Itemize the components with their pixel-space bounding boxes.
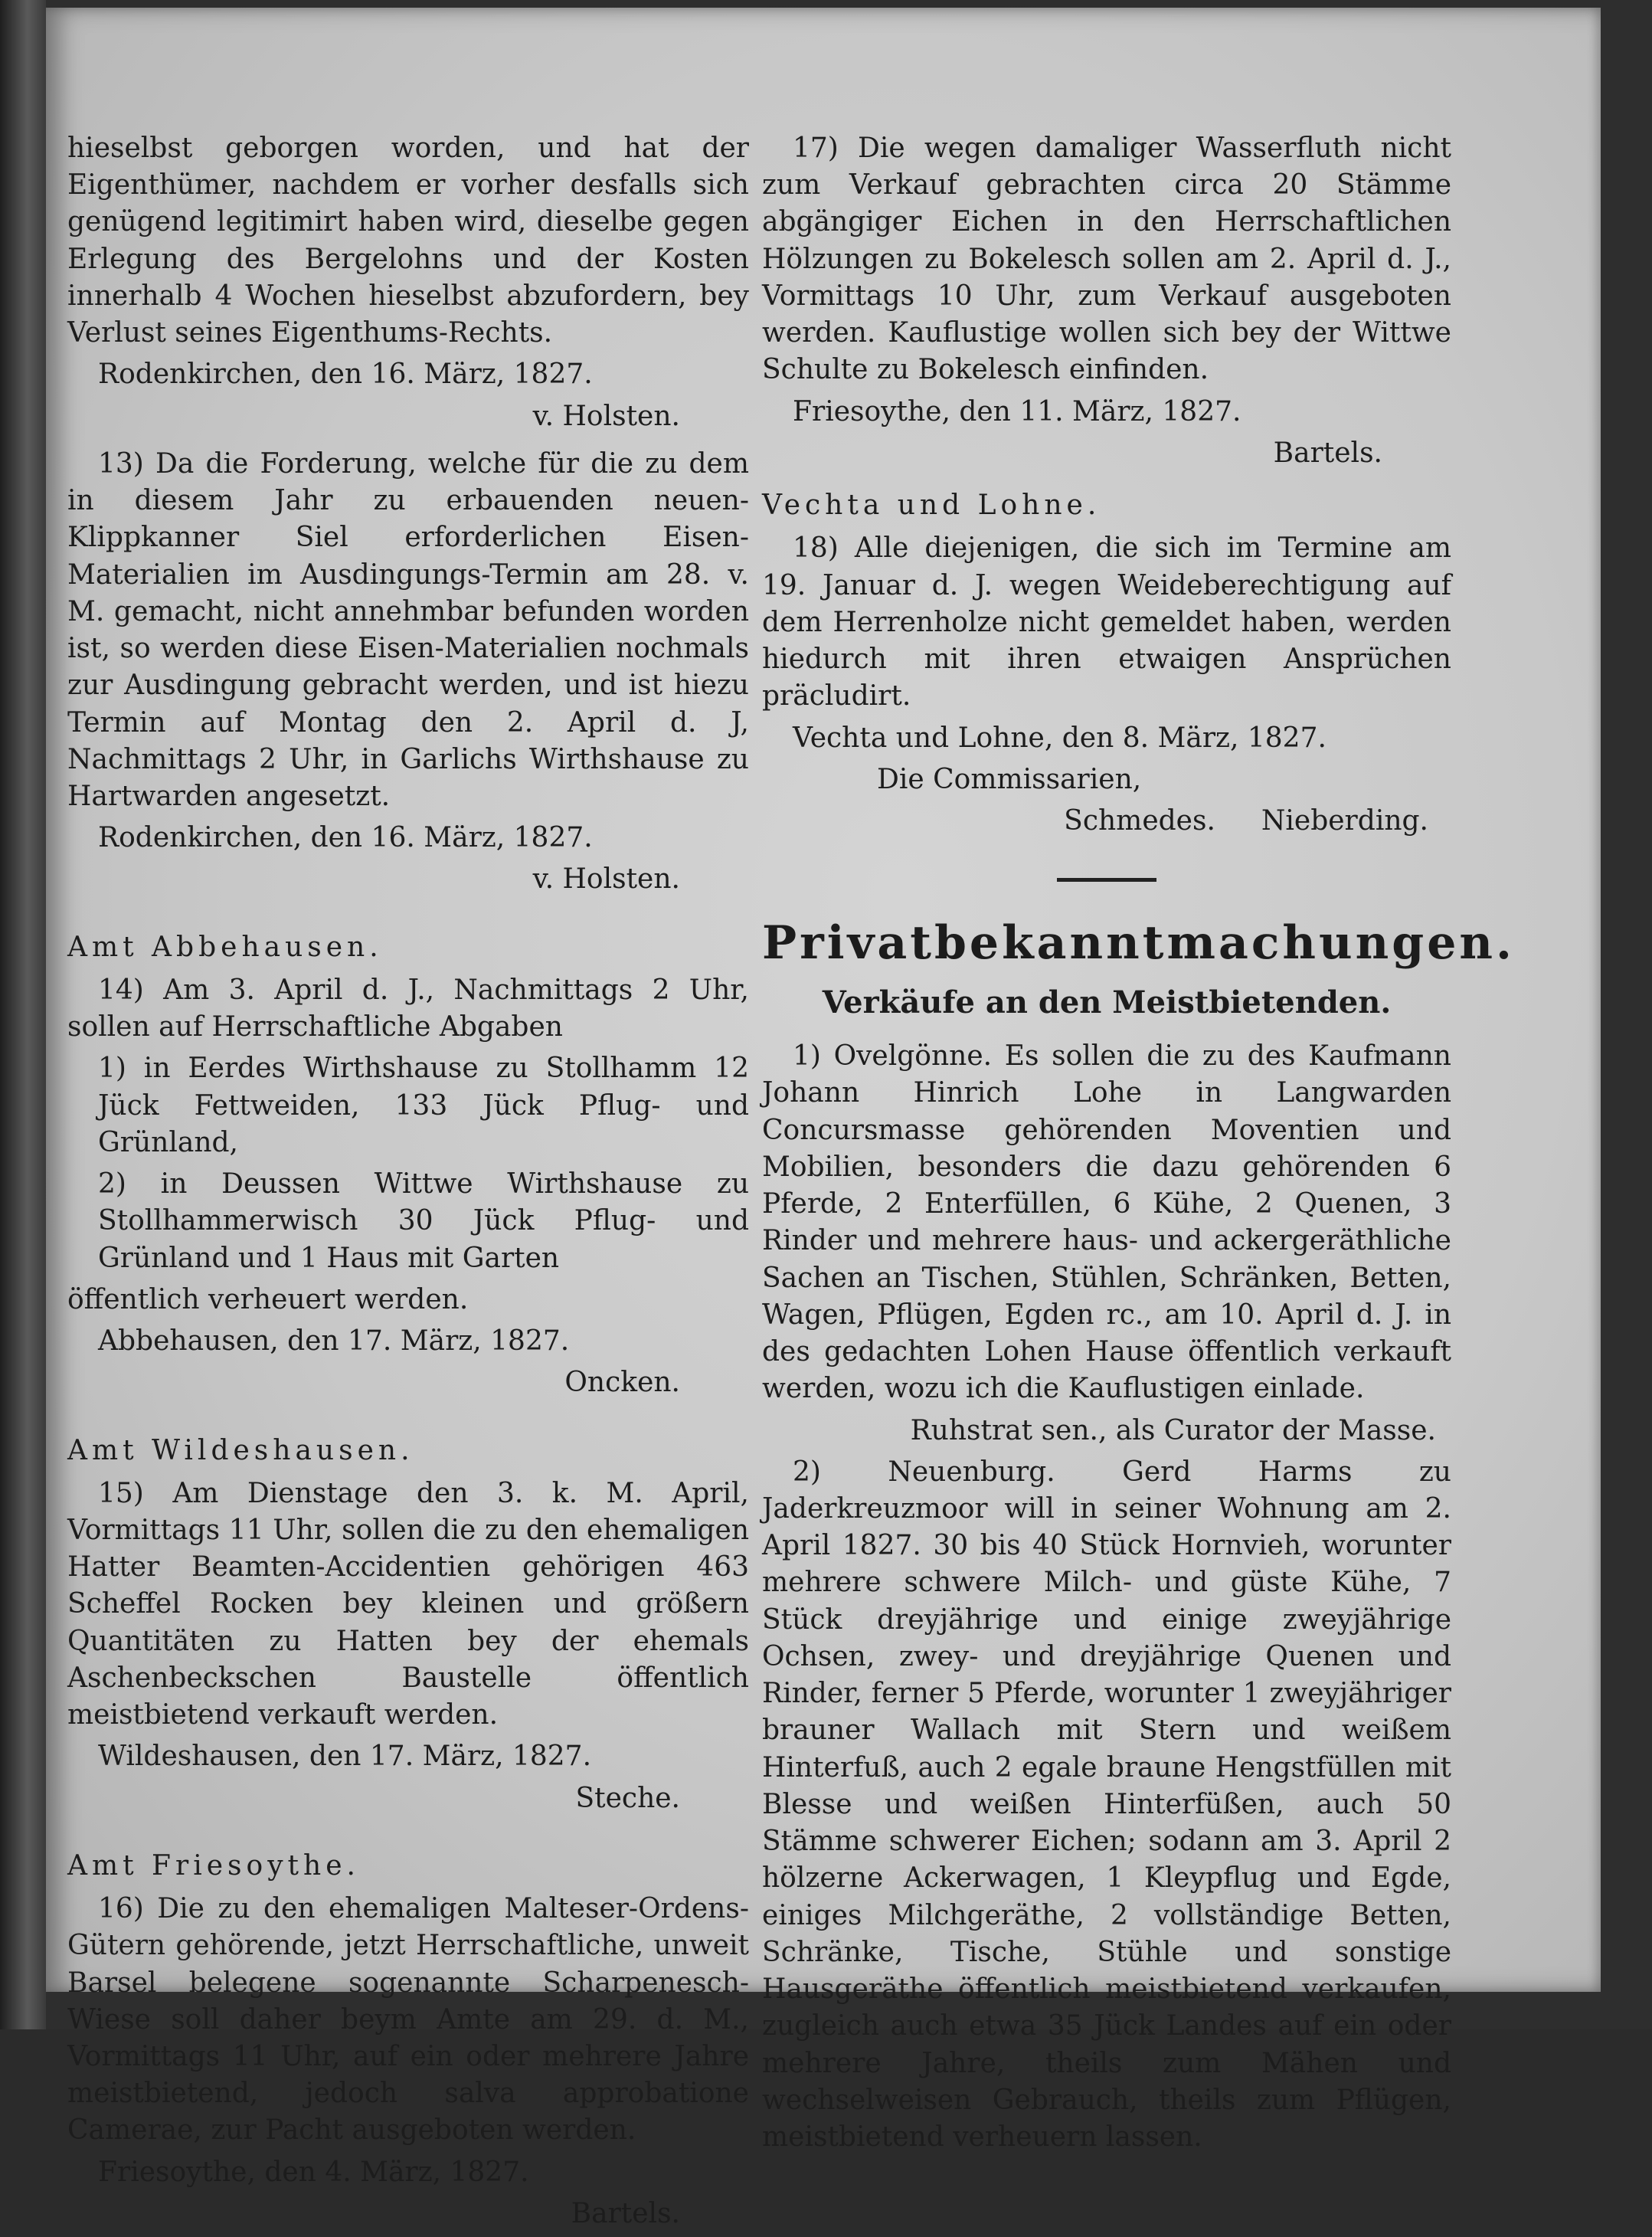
notice-place-date: Rodenkirchen, den 16. März, 1827. — [98, 359, 593, 391]
notice-18: 18) Alle diejenigen, die sich im Termine am 19. Januar d. J. wegen Weideberechtigung auf dem Herrenholze nicht gemeldet haben, werden hiedurch mit ihren etwaigen Ansprüchen präcludirt. — [762, 532, 1451, 712]
notice-14-item-2: 2) in Deussen Wittwe Wirthshause zu Stollhammerwisch 30 Jück Pflug- und Grünland und 1 Haus mit Garten — [98, 1168, 749, 1274]
section-heading-friesoythe: Amt Friesoythe. — [67, 1849, 360, 1882]
previous-page-edge — [0, 0, 46, 2029]
notice-14-end: öffentlich verheuert werden. — [67, 1283, 469, 1315]
notice-15: 15) Am Dienstage den 3. k. M. April, Vormittags 11 Uhr, sollen die zu den ehemaligen Hatter Beamten-Accidentien gehörigen 463 Scheffel Rocken bey kleinen und größern Quantitäten zu Hatten bey der ehemals Aschenbeckschen Baustelle öffentlich meistbietend verkauft werden. — [67, 1477, 749, 1731]
notice-13-place-date: Rodenkirchen, den 16. März, 1827. — [98, 822, 593, 854]
notice-18-place-date: Vechta und Lohne, den 8. März, 1827. — [793, 722, 1327, 754]
notice-14-item-1: 1) in Eerdes Wirthshause zu Stollhamm 12 Jück Fettweiden, 133 Jück Pflug- und Grünland, — [98, 1053, 749, 1158]
notice-17: 17) Die wegen damaliger Wasserfluth nicht zum Verkauf gebrachten circa 20 Stämme abgängiger Eichen in den Herrschaftlichen Hölzungen zu Bokelesch sollen am 2. April d. J., Vormittags 10 Uhr, zum Verkauf ausgeboten werden. Kauflustige wollen sich bey der Wittwe Schulte zu Bokelesch einfinden. — [762, 133, 1451, 386]
notice-15-place-date: Wildeshausen, den 17. März, 1827. — [98, 1741, 592, 1773]
signer-nieberding: Nieberding. — [1261, 804, 1428, 837]
private-notice-1-signature: Ruhstrat sen., als Curator der Masse. — [910, 1414, 1436, 1446]
notice-18-commissioners: Die Commissarien, — [877, 763, 1142, 795]
notice-14-signature: Oncken. — [564, 1367, 680, 1399]
section-heading-vechta: Vechta und Lohne. — [762, 490, 1101, 522]
section-heading-wildeshausen: Amt Wildeshausen. — [67, 1434, 414, 1466]
private-notice-1: 1) Ovelgönne. Es sollen die zu des Kaufmann Johann Hinrich Lohe in Langwarden Concursmasse gehörenden Moventien und Mobilien, besonders die dazu gehörenden 6 Pferde, 2 Enterfüllen, 6 Kühe, 2 Quenen, 3 Rinder und mehrere haus- und ackergeräthliche Sachen an Tischen, Stühlen, Schränken, Betten, Wagen, Pflügen, Egden rc., am 10. April d. J. in des gedachten Lohen Hause öffentlich verkauft werden, wozu ich die Kauflustigen einlade. — [762, 1040, 1451, 1405]
section-heading-abbehausen: Amt Abbehausen. — [67, 931, 383, 963]
notice-16-signature: Bartels. — [571, 2197, 680, 2229]
notice-14: 14) Am 3. April d. J., Nachmittags 2 Uhr, sollen auf Herrschaftliche Abgaben — [67, 974, 749, 1043]
signer-schmedes: Schmedes. — [1064, 804, 1215, 837]
notice-16-place-date: Friesoythe, den 4. März, 1827. — [98, 2156, 529, 2188]
section-divider — [1057, 878, 1156, 882]
notice-15-signature: Steche. — [575, 1782, 680, 1814]
notice-14-place-date: Abbehausen, den 17. März, 1827. — [98, 1325, 570, 1358]
private-notices-title: Privatbekanntmachungen. — [762, 916, 1515, 971]
notice-signature: v. Holsten. — [532, 400, 680, 432]
notice-13: 13) Da die Forderung, welche für die zu dem in diesem Jahr zu erbauenden neuen-Klippkanner Siel erforderlichen Eisen-Materialien im Ausdingungs-Termin am 28. v. M. gemacht, nicht annehmbar befunden worden ist, so werden diese Eisen-Materialien nochmals zur Ausdingung gebracht werden, und ist hiezu Termin auf Montag den 2. April d. J, Nachmittags 2 Uhr, in Garlichs Wirthshause zu Hartwarden angesetzt. — [67, 447, 749, 812]
notice-13-signature: v. Holsten. — [532, 863, 680, 896]
auction-sales-subtitle: Verkäufe an den Meistbietenden. — [822, 984, 1392, 1020]
private-notice-2: 2) Neuenburg. Gerd Harms zu Jaderkreuzmoor will in seiner Wohnung am 2. April 1827. 30 bis 40 Stück Hornvieh, worunter mehrere schwere Milch- und güste Kühe, 7 Stück dreyjährige und einige zweyjährige Ochsen, zwey- und dreyjährige Quenen und Rinder, ferner 5 Pferde, worunter 1 zweyjähriger brauner Wallach mit Stern und weißem Hinterfuß, auch 2 egale braune Hengstfüllen mit Blesse und weißen Hinterfüßen, auch 50 Stämme schwerer Eichen; sodann am 3. April 2 hölzerne Ackerwagen, 1 Kleypflug und Egde, einiges Milchgeräthe, 2 vollständige Betten, Schränke, Tische, Stühle und sonstige Hausgeräthe öffentlich meistbietend verkaufen, zugleich auch etwa 35 Jück Landes auf ein oder mehrere Jahre, theils zum Mähen und wechselweisen Gebrauch, theils zum Pflügen, meistbietend verheuern lassen. — [762, 1456, 1451, 2153]
notice-18-signers — [762, 803, 1451, 840]
notice-17-signature: Bartels. — [1273, 437, 1382, 469]
left-column — [67, 130, 749, 2237]
notice-16: 16) Die zu den ehemaligen Malteser-Ordens-Gütern gehörende, jetzt Herrschaftliche, unweit Barsel belegene sogenannte Scharpenesch-Wiese soll daher beym Amte am 29. d. M., Vormittags 11 Uhr, auf ein oder mehrere Jahre meistbietend, jedoch salva approbatione Camerae, zur Pacht ausgeboten werden. — [67, 1893, 749, 2147]
newspaper-page — [46, 8, 1601, 2229]
right-column — [762, 130, 1515, 2160]
notice-17-place-date: Friesoythe, den 11. März, 1827. — [793, 395, 1241, 427]
continued-notice: hieselbst geborgen worden, und hat der Eigenthümer, nachdem er vorher desfalls sich genügend legitimirt haben wird, dieselbe gegen Erlegung des Bergelohns und der Kosten innerhalb 4 Wochen hieselbst abzufordern, bey Verlust seines Eigenthums-Rechts. — [67, 133, 749, 349]
